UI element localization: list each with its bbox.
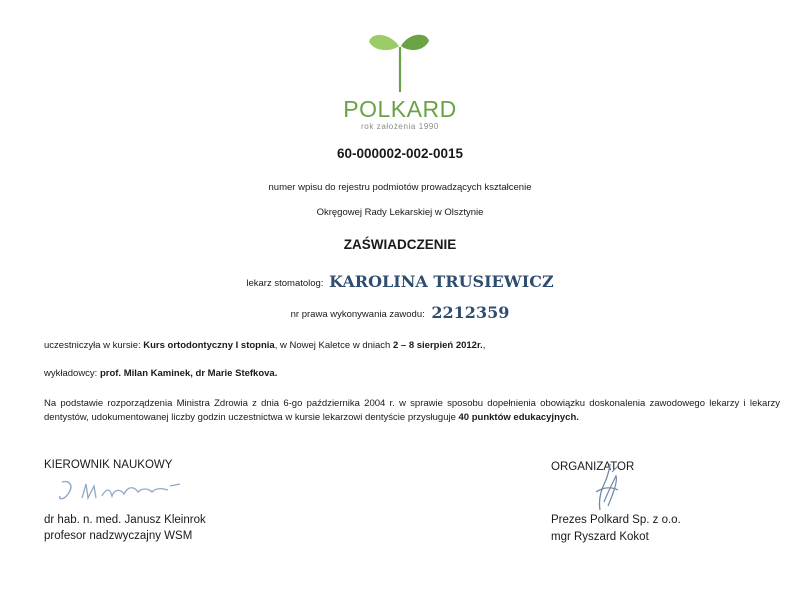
course-middle: , w Nowej Kaletce w dniach <box>274 340 391 351</box>
course-name: Kurs ortodontyczny I stopnia <box>143 340 275 351</box>
scientific-director-heading: KIEROWNIK NAUKOWY <box>44 459 173 471</box>
recipient-label: lekarz stomatolog: <box>246 278 324 289</box>
legal-points: 40 punktów edukacyjnych. <box>458 411 579 423</box>
sprout-icon <box>365 30 435 94</box>
brand-tagline: rok założenia 1990 <box>361 122 439 131</box>
course-line <box>44 339 780 353</box>
lecturers-line <box>44 367 780 381</box>
registry-line-2: Okręgowej Rady Lekarskiej w Olsztynie <box>316 207 484 218</box>
registry-number: 60-000002-002-0015 <box>336 146 464 161</box>
logo <box>0 30 800 94</box>
license-number: 2212359 <box>431 303 510 322</box>
recipient-line <box>0 272 800 291</box>
organizer-heading: ORGANIZATOR <box>551 461 635 473</box>
organizer-position: mgr Ryszard Kokot <box>551 531 649 543</box>
scientific-director-name: dr hab. n. med. Janusz Kleinrok <box>44 514 206 526</box>
license-line <box>0 303 800 322</box>
signature-left <box>52 478 192 506</box>
course-suffix: , <box>482 340 486 351</box>
left-leaf <box>369 35 399 50</box>
scientific-director-position: profesor nadzwyczajny WSM <box>44 530 193 542</box>
registry-line-1: numer wpisu do rejestru podmiotów prowadzących kształcenie <box>268 182 532 193</box>
brand-name: POLKARD <box>343 96 457 122</box>
course-prefix: uczestniczyła w kursie: <box>44 340 141 351</box>
document-title: ZAŚWIADCZENIE <box>343 237 457 252</box>
lecturers-label: wykładowcy: <box>44 368 98 379</box>
legal-paragraph <box>44 397 780 424</box>
legal-text: Na podstawie rozporządzenia Ministra Zdrowia z dnia 6-go października 2004 r. w sprawie sposobu dopełnienia obowiązku doskonalenia zawodowego lekarzy i lekarzy dentystów, udokumentowanej liczby godzin uczestnictwa w kursie lekarzowi dentyście przysługuje <box>44 398 780 423</box>
lecturers-names: prof. Milan Kaminek, dr Marie Stefkova. <box>99 368 278 379</box>
right-leaf <box>401 35 429 50</box>
license-label: nr prawa wykonywania zawodu: <box>290 309 425 320</box>
course-dates: 2 – 8 sierpień 2012r. <box>392 340 483 351</box>
recipient-name: KAROLINA TRUSIEWICZ <box>329 272 554 291</box>
organizer-name: Prezes Polkard Sp. z o.o. <box>551 514 681 526</box>
